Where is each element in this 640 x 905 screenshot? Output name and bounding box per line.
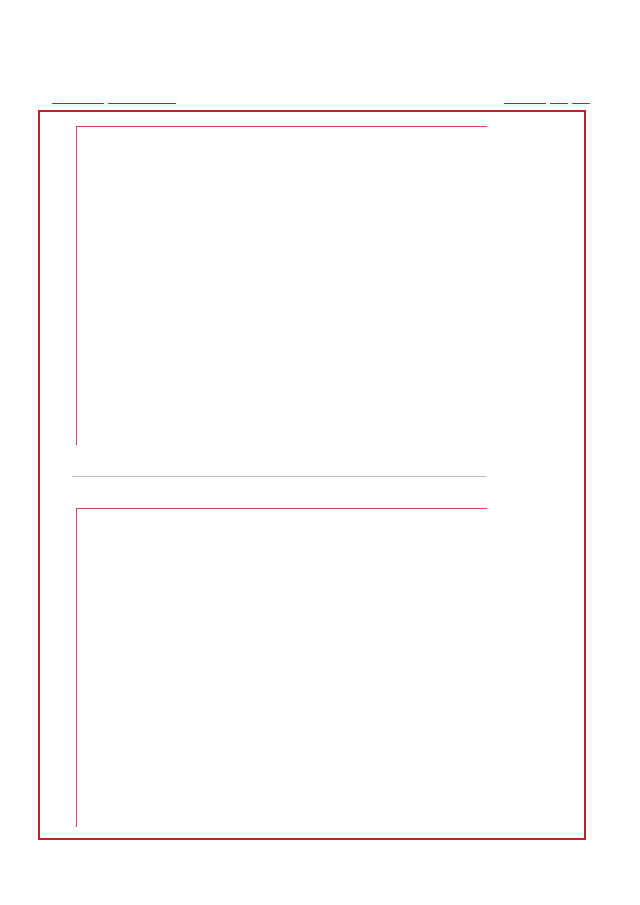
day-line[interactable] — [572, 92, 590, 104]
date-fields — [504, 90, 590, 104]
age-line[interactable] — [108, 92, 176, 104]
practice-grid — [76, 508, 487, 827]
section-divider — [72, 476, 486, 477]
model-character-grid — [76, 126, 487, 445]
year-line[interactable] — [504, 92, 546, 104]
month-line[interactable] — [550, 92, 568, 104]
name-age-fields — [52, 90, 176, 104]
name-line[interactable] — [52, 92, 104, 104]
